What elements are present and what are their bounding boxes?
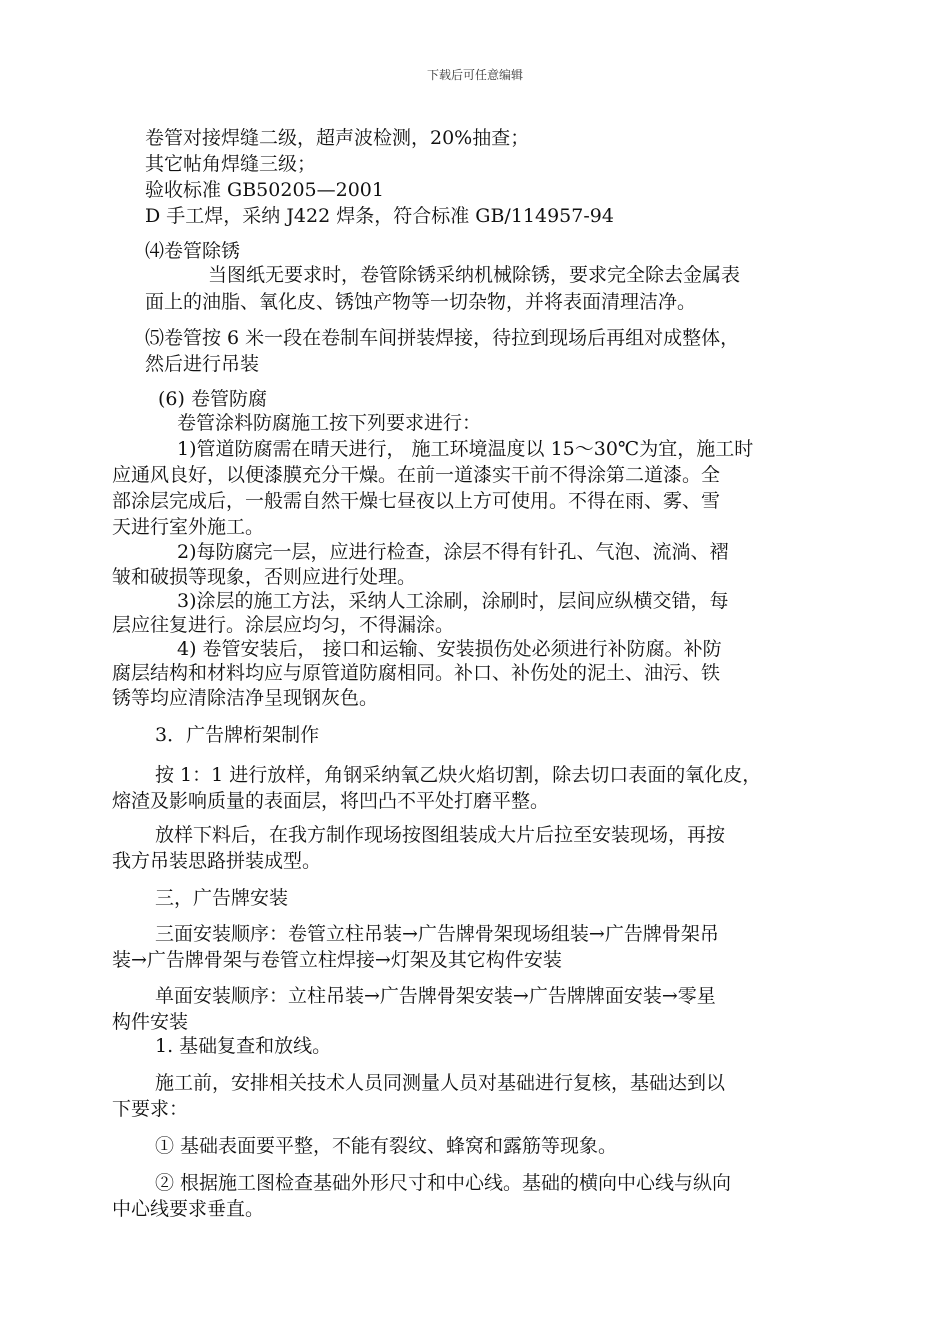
text-line: 层应往复进行。涂层应均匀，不得漏涂。 — [112, 614, 455, 636]
text-line: 锈等均应清除洁净呈现钢灰色。 — [112, 687, 379, 709]
text-line: ⑸卷管按 6 米一段在卷制车间拼装焊接，待拉到现场后再组对成整体， — [145, 327, 740, 349]
text-line: 装→广告牌骨架与卷管立柱焊接→灯架及其它构件安装 — [112, 949, 562, 971]
text-line: 按 1：1 进行放样，角钢采纳氧乙炔火焰切割，除去切口表面的氧化皮， — [155, 764, 762, 786]
text-line: 构件安装 — [112, 1011, 189, 1033]
text-line: 3)涂层的施工方法，采纳人工涂刷，涂刷时，层间应纵横交错，每 — [177, 590, 729, 612]
text-line: 天进行室外施工。 — [112, 516, 265, 538]
text-line: 中心线要求垂直。 — [112, 1198, 265, 1220]
section-heading: 3．广告牌桁架制作 — [155, 724, 320, 746]
text-line: 单面安装顺序：立柱吊装→广告牌骨架安装→广告牌牌面安装→零星 — [155, 985, 716, 1007]
text-line: 2)每防腐完一层，应进行检查，涂层不得有针孔、气泡、流淌、褶 — [177, 541, 729, 563]
text-line: 腐层结构和材料均应与原管道防腐相同。补口、补伤处的泥土、油污、铁 — [112, 662, 721, 684]
text-line: 皱和破损等现象，否则应进行处理。 — [112, 566, 417, 588]
text-line: 应通风良好，以便漆膜充分干燥。在前一道漆实干前不得涂第二道漆。全 — [112, 464, 721, 486]
section-heading: 三，广告牌安装 — [155, 887, 289, 909]
text-line: 放样下料后，在我方制作现场按图组装成大片后拉至安装现场，再按 — [155, 824, 726, 846]
page-header-note: 下载后可任意编辑 — [426, 68, 523, 82]
text-line: 施工前，安排相关技术人员同测量人员对基础进行复核，基础达到以 — [155, 1072, 726, 1094]
text-line: 卷管对接焊缝二级，超声波检测，20%抽查； — [145, 127, 530, 149]
text-line: 然后进行吊装 — [145, 353, 260, 375]
text-line: 下要求： — [112, 1098, 189, 1120]
text-line: 4) 卷管安装后， 接口和运输、安装损伤处必须进行补防腐。补防 — [177, 638, 722, 660]
text-line: 我方吊装思路拼装成型。 — [112, 850, 322, 872]
text-line: 部涂层完成后，一般需自然干燥七昼夜以上方可使用。不得在雨、雾、雪 — [112, 490, 721, 512]
text-line: 三面安装顺序：卷管立柱吊装→广告牌骨架现场组装→广告牌骨架吊 — [155, 923, 719, 945]
text-line: D 手工焊，采纳 J422 焊条，符合标准 GB/114957-94 — [145, 205, 614, 227]
text-line: ① 基础表面要平整，不能有裂纹、蜂窝和露筋等现象。 — [155, 1135, 618, 1157]
section-heading: (6) 卷管防腐 — [158, 388, 267, 410]
text-line: 卷管涂料防腐施工按下列要求进行： — [177, 412, 482, 434]
section-heading: ⑷卷管除锈 — [145, 240, 241, 262]
text-line: 验收标准 GB50205—2001 — [145, 179, 384, 201]
text-line: 其它帖角焊缝三级； — [145, 153, 317, 175]
text-line: 熔渣及影响质量的表面层，将凹凸不平处打磨平整。 — [112, 790, 550, 812]
text-line: ② 根据施工图检查基础外形尺寸和中心线。基础的横向中心线与纵向 — [155, 1172, 732, 1194]
text-line: 当图纸无要求时，卷管除锈采纳机械除锈，要求完全除去金属表 — [208, 264, 741, 286]
text-line: 面上的油脂、氧化皮、锈蚀产物等一切杂物，并将表面清理洁净。 — [145, 291, 697, 313]
text-line: 1)管道防腐需在晴天进行， 施工环境温度以 15～30℃为宜，施工时 — [177, 438, 754, 460]
section-heading: 1. 基础复查和放线。 — [155, 1035, 332, 1057]
